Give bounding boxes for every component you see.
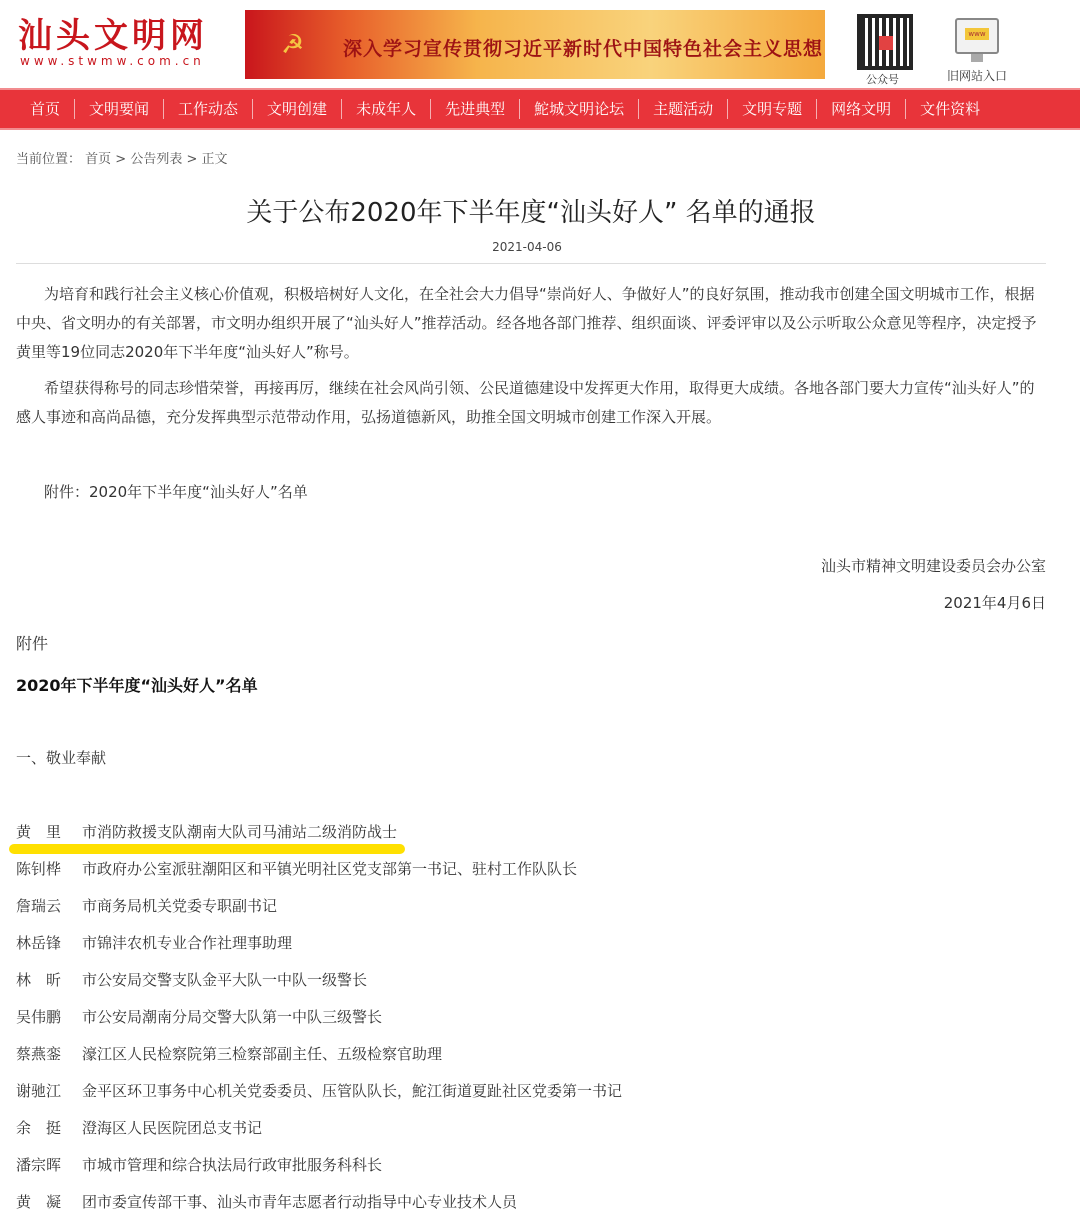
list-item <box>16 1080 622 1101</box>
nav-network[interactable]: 网络文明 <box>817 99 906 119</box>
nav-topics[interactable]: 文明专题 <box>728 99 817 119</box>
person-desc: 团市委宣传部干事、汕头市青年志愿者行动指导中心专业技术人员 <box>82 1193 518 1211</box>
breadcrumb-sep: > <box>111 152 131 167</box>
person-desc: 市商务局机关党委专职副书记 <box>82 897 278 915</box>
person-name: 蔡燕銮 <box>16 1045 62 1063</box>
section-heading: 一、敬业奉献 <box>16 749 107 767</box>
paragraph-2: 希望获得称号的同志珍惜荣誉，再接再厉，继续在社会风尚引领、公民道德建设中发挥更大作用，取得更大成绩。各地各部门要大力宣传“汕头好人”的感人事迹和高尚品德，充分发挥典型示范带动作用，弘扬道德新风，助推全国文明城市创建工作深入开展。 <box>16 379 1035 426</box>
person-desc: 市公安局潮南分局交警大队第一中队三级警长 <box>82 1008 383 1026</box>
person-desc: 澄海区人民医院团总支书记 <box>82 1119 263 1137</box>
list-item <box>16 858 577 879</box>
person-name: 陈钊桦 <box>16 860 62 878</box>
nav-news[interactable]: 文明要闻 <box>75 99 164 119</box>
nav-files[interactable]: 文件资料 <box>920 100 981 118</box>
person-name: 林 昕 <box>16 971 62 989</box>
list-item <box>16 1154 382 1175</box>
list-title: 2020年下半年度“汕头好人”名单 <box>16 676 258 695</box>
list-item <box>16 895 277 916</box>
person-name: 林岳锋 <box>16 934 62 952</box>
attachment-note: 附件：2020年下半年度“汕头好人”名单 <box>44 483 308 501</box>
issuer: 汕头市精神文明建设委员会办公室 <box>820 557 1046 575</box>
person-name: 黄 凝 <box>16 1193 62 1211</box>
list-item <box>16 1117 262 1138</box>
person-name: 余 挺 <box>16 1119 62 1137</box>
nav-work[interactable]: 工作动态 <box>164 99 253 119</box>
site-url: www.stwmw.com.cn <box>20 54 205 68</box>
qr-label: 公众号 <box>866 73 899 86</box>
nav-create[interactable]: 文明创建 <box>253 99 342 119</box>
person-desc: 市公安局交警支队金平大队一中队一级警长 <box>82 971 368 989</box>
person-desc: 金平区环卫事务中心机关党委委员、压管队队长，鮀江街道夏趾社区党委第一书记 <box>82 1082 623 1100</box>
monitor-icon[interactable] <box>955 18 999 54</box>
party-emblem-icon: ☭ <box>281 30 305 60</box>
nav-models[interactable]: 先进典型 <box>431 99 520 119</box>
breadcrumb-home[interactable]: 首页 <box>85 152 112 167</box>
person-name: 潘宗晖 <box>16 1156 62 1174</box>
person-name: 黄 里 <box>16 823 62 841</box>
breadcrumb <box>16 148 228 167</box>
list-item <box>16 932 292 953</box>
person-desc: 濠江区人民检察院第三检察部副主任、五级检察官助理 <box>82 1045 443 1063</box>
old-site-link[interactable]: 旧网站入口 <box>947 69 1008 83</box>
nav-home[interactable]: 首页 <box>16 99 75 119</box>
site-logo[interactable]: 汕头文明网 <box>18 16 208 56</box>
nav-minors[interactable]: 未成年人 <box>342 99 431 119</box>
person-name: 吴伟鹏 <box>16 1008 62 1026</box>
paragraph-1: 为培育和践行社会主义核心价值观，积极培树好人文化，在全社会大力倡导“崇尚好人、争做好人”的良好氛围，推动我市创建全国文明城市工作，根据中央、省文明办的有关部署，市文明办组织开展了“汕头好人”推荐活动。经各地各部门推荐、组织面谈、评委评审以及公示听取公众意见等程序，决定授予黄里等19位同志2020年下半年度“汕头好人”称号。 <box>16 285 1037 361</box>
breadcrumb-list[interactable]: 公告列表 <box>130 152 183 167</box>
person-desc: 市锦沣农机专业合作社理事助理 <box>82 934 293 952</box>
list-item <box>16 821 397 842</box>
divider <box>16 263 1046 264</box>
monitor-stand <box>971 54 983 62</box>
publish-date: 2021-04-06 <box>492 240 562 254</box>
list-item <box>16 969 367 990</box>
page-title: 关于公布2020年下半年度“汕头好人” 名单的通报 <box>246 198 816 228</box>
banner-slogan: 深入学习宣传贯彻习近平新时代中国特色社会主义思想 <box>343 38 824 60</box>
list-item <box>16 1043 442 1064</box>
person-name: 詹瑞云 <box>16 897 62 915</box>
issue-date: 2021年4月6日 <box>943 594 1046 612</box>
person-desc: 市城市管理和综合执法局行政审批服务科科长 <box>82 1156 383 1174</box>
person-desc: 市消防救援支队潮南大队司马浦站二级消防战士 <box>82 823 398 841</box>
main-nav <box>0 88 1080 130</box>
person-desc: 市政府办公室派驻潮阳区和平镇光明社区党支部第一书记、驻村工作队队长 <box>82 860 578 878</box>
person-name: 谢驰江 <box>16 1082 62 1100</box>
nav-events[interactable]: 主题活动 <box>639 99 728 119</box>
nav-forum[interactable]: 鮀城文明论坛 <box>520 99 639 119</box>
appendix-heading: 附件 <box>16 634 49 653</box>
banner[interactable] <box>245 10 825 79</box>
breadcrumb-current: 正文 <box>201 152 228 167</box>
breadcrumb-label: 当前位置： <box>16 152 82 167</box>
list-item <box>16 1006 382 1027</box>
highlight-underline <box>9 844 405 854</box>
breadcrumb-sep: > <box>182 152 202 167</box>
qr-code-icon <box>857 14 913 70</box>
list-item <box>16 1191 517 1212</box>
